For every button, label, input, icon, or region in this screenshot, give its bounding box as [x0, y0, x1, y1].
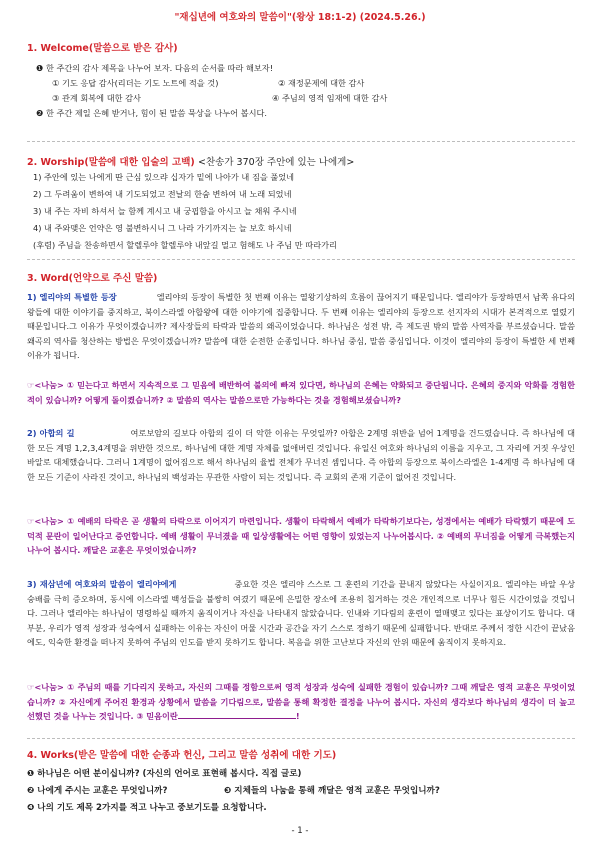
- word-body-2: 여로보암의 길보다 아합의 길이 더 악한 이유는 무엇일까? 아합은 2계명 위반을 넘어 1계명을 건드렸습니다. 즉 하나님에 대한 모든 계명 1,2,3,4계명을 위반한 것으로, 하나님에 대한 계명 자체를 없애버린 것입니다. 유일신 여호와 하나님의 이름을 지우고, 그 자리에 거짓 우상인 바알로 대체했습니다. 그러니 1계명이 없어짐으로 해서 하나님의 율법 전체가 무너진 셈입니다. 즉 아합의 등장으로 북이스라엘은 1-4계명 즉 하나님에 대한 모든 기준이 사라진 것이고, 하나님의 백성과는 무관한 사람이 되는 것입니다. 즉 교회의 존재 기준이 없어진 것입니다.: [27, 428, 575, 482]
- word-paragraph-3: [27, 577, 575, 650]
- welcome-item-1: ① 기도 응답 감사(리더는 기도 노트에 적을 것): [52, 78, 219, 88]
- works-item-4: ❹ 나의 기도 제목 2가지를 적고 나누고 중보기도를 요청합니다.: [27, 803, 267, 813]
- hymn-chorus: (후렴) 주님을 찬송하면서 할렐루야 할렐루야 내앞길 멀고 험해도 나 주님 만 따라가리: [33, 240, 337, 250]
- hymn-verse-3: 3) 내 주는 자비 하셔서 늘 함께 계시고 내 궁핍함을 아시고 늘 채워 주시네: [33, 206, 297, 216]
- divider: [27, 259, 575, 260]
- section-2-heading: [27, 154, 354, 168]
- word-body-3: 중요한 것은 엘리야 스스로 그 훈련의 기간을 끝내지 않았다는 사실이지요. 엘리야는 바알 우상 숭배를 극히 증오하며, 동시에 이스라엘 백성들을 불쌍히 여겼기 때문에 은밀한 장소에 조용히 칩거하는 것은 개인적으로 너무나 힘든 시간이었을 것입니다. 그러나 엘리야는 하나님이 명령하실 때까지 움직이거나 자신을 나타내지 않았습니다. 인내와 기다림의 훈련이 열매맺고 있다는 표상이기도 합니다. 대부분, 우리가 영적 성장과 성숙에서 실패하는 이유는 자신이 머물 시간과 공간을 자기 스스로 정하기 때문에 실패합니다. 반대로 주께서 정한 시간이 끝났음에도, 익숙한 환경을 떠나지 못하여 주님의 인도를 받지 못하기도 합니다. 복음을 위한 고난보다 자신의 안위 때문에 움직이지 못하지요.: [27, 579, 575, 648]
- welcome-item-2: ② 재정문제에 대한 감사: [278, 78, 365, 88]
- answer-blank[interactable]: [178, 709, 296, 719]
- welcome-item-3: ③ 관계 회복에 대한 감사: [52, 93, 141, 103]
- word-subheading-1: 1) 엘리야의 특별한 등장: [27, 292, 117, 302]
- section-1-heading: 1. Welcome(말씀으로 받은 감사): [27, 43, 178, 54]
- works-item-1: ❶ 하나님은 어떤 분이십니까? (자신의 언어로 표현해 봅시다. 직접 글로): [27, 769, 302, 779]
- word-subheading-2: 2) 아합의 길: [27, 428, 75, 438]
- word-subheading-3: 3) 재삼년에 여호와의 말씀이 엘리야에게: [27, 579, 177, 589]
- word-paragraph-2: [27, 426, 575, 484]
- hymn-title: <찬송가 370장 주안에 있는 나에게>: [198, 157, 355, 168]
- section-3-heading: 3. Word(언약으로 주신 말씀): [27, 273, 158, 284]
- sharing-questions-2: ☞<나눔> ① 예배의 타락은 곧 생활의 타락으로 이어지기 마련입니다. 생활이 타락해서 예배가 타락하기보다는, 성경에서는 예배가 타락했기 때문에 도덕적 문란이 일어난다고 증언합니다. 예배 생활이 무너졌을 때 일상생활에는 어떤 영향이 있었는지 나누어봅시다. ② 예배의 무너짐을 어떻게 극복했는지 나누어 봅시다. 깨달은 교훈은 무엇이었습니까?: [27, 516, 575, 556]
- welcome-item-4: ④ 주님의 영적 임재에 대한 감사: [272, 93, 388, 103]
- sharing-questions-3-text: ☞<나눔> ① 주님의 때를 기다리지 못하고, 자신의 그때를 정함으로써 영적 성장과 성숙에 실패한 경험이 있습니까? 그때 깨달은 영적 교훈은 무엇이었습니까? ② 자신에게 주어진 환경과 상황에서 말씀을 기다림으로, 말씀을 통해 확정한 결정을 나누어 봅시다. 자신의 생각보다 하나님의 생각이 더 높고 선했던 것을 나누는 것입니다. ③ 믿음이란: [27, 682, 575, 722]
- page-number: - 1 -: [291, 826, 309, 836]
- hymn-verse-4: 4) 내 주와맺은 언약은 영 불변하시니 그 나라 가기까지는 늘 보호 하시네: [33, 223, 292, 233]
- hymn-verse-1: 1) 주안에 있는 나에게 딴 근심 있으랴 십자가 밑에 나아가 내 짐을 풀었네: [33, 172, 295, 182]
- section-4-heading: 4. Works(받은 말씀에 대한 순종과 헌신, 그리고 말씀 성취에 대한 기도): [27, 750, 337, 761]
- sharing-questions-3-end: !: [295, 711, 300, 722]
- hymn-verse-2: 2) 그 두려움이 변하여 내 기도되었고 전날의 한숨 변하여 내 노래 되었네: [33, 189, 292, 199]
- page-title: "재십년에 여호와의 말씀이"(왕상 18:1-2) (2024.5.26.): [174, 12, 426, 23]
- welcome-point-2: ❷ 한 주간 제일 은혜 받거나, 힘이 된 말씀 묵상을 나누어 봅시다.: [36, 108, 267, 118]
- word-body-1: 엘리야의 등장이 특별한 첫 번째 이유는 열왕기상하의 흐름이 끊어지기 때문입니다. 엘리야가 등장하면서 남쪽 유다의 왕들에 대한 이야기를 중지하고, 북이스라엘 아합왕에 대한 이야기에 집중합니다. 두 번째 이유는 엘리야의 등장으로 선지자의 시대가 본격적으로 열렸기 때문입니다.그 이유가 무엇이겠습니까? 제사장들의 타락과 말씀의 왜곡이었습니다. 하나님은 성전 밖, 즉 제도권 밖의 말씀 사역자를 부르셨습니다. 말씀 왜곡의 역사를 청산하는 방법은 무엇이겠습니까? 말씀에 대한 순전한 순종입니다. 하나님 중심, 말씀 중심입니다. 이것이 엘리야의 등장이 특별한 세 번째 이유가 됩니다.: [27, 292, 575, 361]
- divider: [27, 141, 575, 142]
- works-item-2: ❷ 나에게 주시는 교훈은 무엇입니까?: [27, 786, 168, 796]
- sharing-questions-3: [27, 680, 575, 724]
- section-2-title: 2. Worship(말씀에 대한 입술의 고백): [27, 157, 195, 168]
- word-paragraph-1: [27, 290, 575, 363]
- sharing-questions-1: ☞<나눔> ① 믿는다고 하면서 지속적으로 그 믿음에 배반하여 불의에 빠져 있다면, 하나님의 은혜는 약화되고 중단됩니다. 은혜의 중지와 악화를 경험한 적이 있습니까? 어떻게 돌이켰습니까? ② 말씀의 역사는 말씀으로만 가능하다는 것을 경험해보셨습니까?: [27, 380, 575, 405]
- welcome-point-1: ❶ 한 주간의 감사 제목을 나누어 보자. 다음의 순서를 따라 해보자!: [36, 63, 273, 73]
- works-item-3: ❸ 지체들의 나눔을 통해 깨달은 영적 교훈은 무엇입니까?: [224, 786, 440, 796]
- divider: [27, 738, 575, 739]
